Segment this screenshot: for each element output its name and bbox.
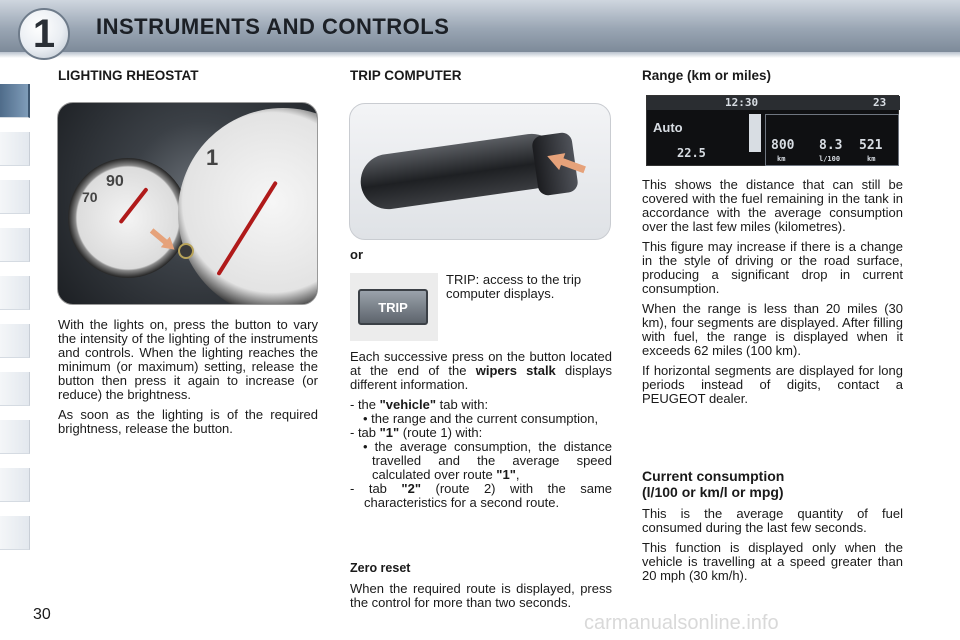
item2-bold: "1": [379, 425, 400, 440]
display-unit-1: km: [777, 155, 786, 163]
item1-suffix: tab with:: [436, 397, 489, 412]
item2-sub-a: • the average consumption, the distance travelled and the average speed calculated over route: [363, 439, 612, 482]
chapter-tab-7[interactable]: [0, 372, 30, 406]
range-heading: Range (km or miles): [642, 68, 772, 83]
item1-prefix: - the: [350, 397, 380, 412]
gauge-label-90: 90: [106, 173, 124, 190]
display-distance-value: 521: [859, 138, 883, 153]
consumption-para-2: This function is displayed only when the vehicle is travelling at a speed greater than 20 mph (30 km/h).: [642, 540, 903, 583]
chapter-tab-5[interactable]: [0, 276, 30, 310]
trip-intro: [350, 350, 612, 392]
page-title: INSTRUMENTS AND CONTROLS: [96, 14, 450, 39]
chapter-tab-10[interactable]: [0, 516, 30, 550]
item3-prefix: - tab: [350, 481, 402, 496]
item3-bold: "2": [401, 481, 421, 496]
chapter-number: 1: [32, 11, 56, 56]
wiper-stalk-photo: [349, 103, 611, 240]
current-consumption-text: [642, 507, 903, 589]
display-temp-set: 22.5: [677, 146, 706, 160]
chapter-tab-2[interactable]: [0, 132, 30, 166]
gauge-label-70: 70: [82, 189, 98, 205]
display-unit-3: km: [867, 155, 876, 163]
trip-computer-text: [350, 350, 612, 510]
display-temp: 23: [873, 96, 887, 109]
item2-sub-bold: "1": [496, 467, 516, 482]
chapter-tab-4[interactable]: [0, 228, 30, 262]
rev-counter-gauge: [178, 108, 318, 305]
display-range-value: 800: [771, 138, 795, 153]
trip-description: TRIP: access to the trip computer displays.: [446, 272, 582, 301]
page-number: 30: [33, 606, 51, 623]
item3-suffix: (route 2) with the same characteristics for a second route.: [364, 481, 613, 510]
lighting-para-1: With the lights on, press the button to vary the intensity of the lighting of the instruments and controls. When the lighting reaches the minimum (or maximum) setting, release the button then press it again to increase (or reduce) the brightness.: [58, 317, 318, 402]
or-label: or: [350, 247, 363, 262]
trip-item-route2: [350, 482, 612, 510]
chapter-tabs: [0, 70, 34, 575]
lighting-rheostat-heading: LIGHTING RHEOSTAT: [58, 68, 199, 83]
multifunction-display-photo: [646, 95, 899, 166]
chapter-tab-8[interactable]: [0, 420, 30, 454]
item1-bold: "vehicle": [379, 397, 437, 412]
range-para-2: This figure may increase if there is a change in the style of driving or the road surface, producing a significant drop in current consumption.: [642, 239, 903, 296]
trip-intro-bold: wipers stalk: [475, 363, 556, 378]
trip-item-route1-sub: [350, 440, 612, 482]
trip-intro-a: Each successive press on the button located at the end of the: [350, 349, 612, 378]
display-consumption-value: 8.3: [819, 138, 843, 153]
chapter-tab-6[interactable]: [0, 324, 30, 358]
trip-button-photo: [350, 273, 438, 341]
chapter-tab-1[interactable]: [0, 84, 30, 118]
display-unit-2: l/100: [819, 155, 841, 163]
display-tab-indicator: [749, 114, 761, 152]
trip-button-label: TRIP: [378, 299, 408, 315]
gauge-label-1: 1: [206, 145, 219, 170]
display-time: 12:30: [725, 96, 759, 109]
range-para-3: When the range is less than 20 miles (30 km), four segments are displayed. After filling with fuel, the range is displayed when it exceeds 62 miles (100 km).: [642, 301, 903, 358]
consumption-para-1: This is the average quantity of fuel consumed during the last few seconds.: [642, 506, 903, 535]
chapter-number-badge: [18, 8, 70, 60]
lighting-rheostat-text: [58, 318, 318, 442]
display-top-bar: [647, 96, 900, 110]
watermark: carmanualsonline.info: [584, 612, 779, 634]
current-consumption-heading: [642, 468, 784, 500]
range-text: [642, 178, 903, 412]
zero-reset-section: [350, 561, 612, 616]
trip-item-vehicle: [350, 398, 612, 412]
trip-button[interactable]: [358, 289, 428, 325]
item2-prefix: - tab: [350, 425, 380, 440]
instrument-cluster-photo: [57, 102, 318, 305]
lighting-para-2: As soon as the lighting is of the required brightness, release the button.: [58, 407, 318, 436]
current-consumption-heading-line1: Current consumption: [642, 468, 785, 484]
zero-reset-text: When the required route is displayed, press the control for more than two seconds.: [350, 581, 612, 610]
chapter-tab-9[interactable]: [0, 468, 30, 502]
item2-sub-b: ,: [515, 467, 520, 482]
chapter-tab-3[interactable]: [0, 180, 30, 214]
trip-item-vehicle-sub: • the range and the current consumption,: [363, 411, 599, 426]
trip-intro-b: displays different information.: [350, 363, 613, 392]
range-para-4: If horizontal segments are displayed for long periods instead of digits, contact a PEUGEOT dealer.: [642, 363, 903, 406]
trip-item-route1: [350, 426, 612, 440]
rheostat-button[interactable]: [178, 243, 194, 259]
temperature-gauge: [68, 158, 188, 278]
range-para-1: This shows the distance that can still be covered with the fuel remaining in the tank in accordance with the average consumption over the last few miles (kilometres).: [642, 177, 903, 234]
trip-computer-heading: TRIP COMPUTER: [350, 68, 462, 83]
zero-reset-heading: Zero reset: [350, 561, 411, 575]
item2-suffix: (route 1) with:: [399, 425, 483, 440]
display-mode: Auto: [653, 120, 683, 135]
header-shadow: [0, 52, 960, 58]
current-consumption-heading-line2: (l/100 or km/l or mpg): [642, 484, 784, 500]
